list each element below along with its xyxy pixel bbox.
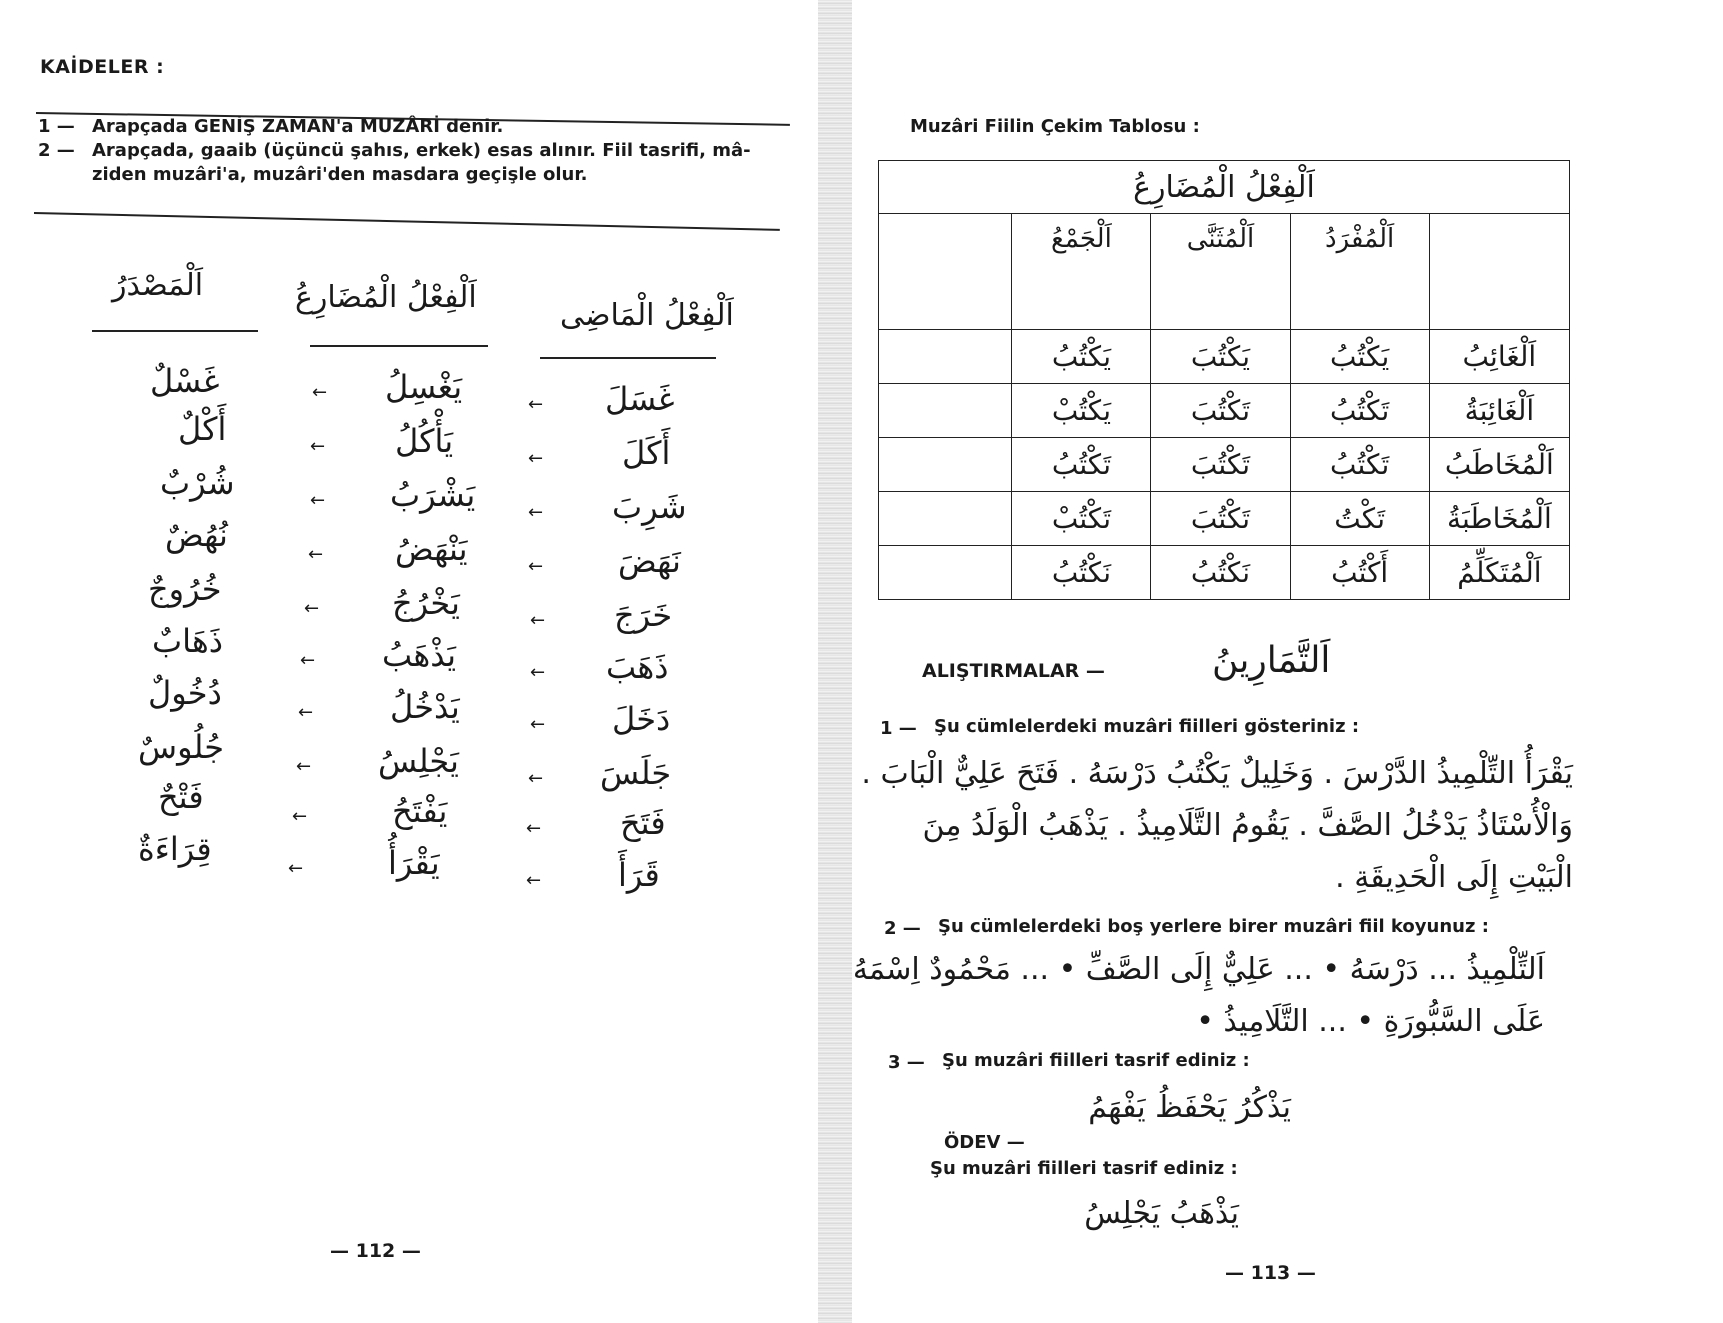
rule-text-continued: ziden muzâri'a, muzâri'den masdara geçişle olur. [92,164,588,185]
arrow-icon: ← [296,756,312,777]
verb-masdar: جُلُوسٌ [138,728,224,766]
verb-muzari: يَخْرُجُ [392,584,460,622]
conjugation-table [878,160,1570,600]
exercise-sentence: يَقْرَأُ التِّلْمِيذُ الدَّرْسَ . وَخَلِيلٌ يَكْتُبُ دَرْسَهُ . فَتَحَ عَلِيٌّ الْبَابَ . [861,756,1573,791]
table-row [879,492,1570,546]
cell-muthanna: تَكْتُبَ [1151,438,1290,492]
cell-muthanna: تَكْتُبَ [1151,384,1290,438]
cell-jam: يَكْتُبْ [1012,384,1151,438]
verb-masdar: غَسْلٌ [150,362,220,400]
verb-muzari: يَأْكُلُ [395,422,454,460]
column-header-masdar: اَلْمَصْدَرُ [112,268,204,303]
table-row [879,330,1570,384]
exercise-sentence: اَلتِّلْمِيذُ ... دَرْسَهُ • ... عَلِيٌّ إِلَى الصَّفِّ • ... مَحْمُودٌ اِسْمَهُ [852,952,1545,987]
rule-number: 1 — [38,116,75,137]
arrow-icon: ← [300,650,316,671]
book-spine [818,0,852,1323]
column-header-jam: اَلْجَمْعُ [1012,214,1151,330]
verb-muzari: يَذْهَبُ [382,636,456,674]
cell-mufrad: أَكْتُبُ [1290,546,1429,600]
arrow-icon: ← [310,436,326,457]
rule-text: Arapçada, gaaib (üçüncü şahıs, erkek) esas alınır. Fiil tasrifi, mâ- [92,140,751,161]
empty-cell [879,492,1012,546]
verb-mazi: ذَهَبَ [606,648,669,686]
arrow-icon: ← [304,598,320,619]
cell-person: اَلْمُخَاطَبَةُ [1429,492,1569,546]
verb-muzari: يَشْرَبُ [390,476,476,514]
table-row [879,438,1570,492]
page-number: — 113 — [1225,1262,1316,1284]
verb-mazi: دَخَلَ [612,700,671,738]
verb-muzari: يَجْلِسُ [378,742,459,780]
empty-cell [1429,214,1569,330]
arrow-icon: ← [308,544,324,565]
verb-masdar: فَتْحٌ [158,778,204,816]
cell-mufrad: يَكْتُبُ [1290,330,1429,384]
section-title-tamarin: اَلتَّمَارِينُ [1212,640,1331,681]
exercise-question: Şu cümlelerdeki boş yerlere birer muzâri fiil koyunuz : [938,916,1489,937]
verb-masdar: ذَهَابٌ [152,622,223,660]
cell-jam: تَكْتُبْ [1012,492,1151,546]
empty-cell [879,384,1012,438]
arrow-icon: ← [528,394,544,415]
table-header: اَلْفِعْلُ الْمُضَارِعُ [879,161,1570,214]
cell-muthanna: نَكْتُبُ [1151,546,1290,600]
cell-muthanna: تَكْتُبَ [1151,492,1290,546]
cell-mufrad: تَكْتُ [1290,492,1429,546]
arrow-icon: ← [526,818,542,839]
table-title: Muzâri Fiilin Çekim Tablosu : [910,116,1200,137]
section-title-kaideler: KAİDELER : [40,56,165,78]
arrow-icon: ← [288,858,304,879]
empty-cell [879,330,1012,384]
cell-person: اَلْغَائِبُ [1429,330,1569,384]
rule-number: 2 — [38,140,75,161]
arrow-icon: ← [530,662,546,683]
verb-masdar: خُرُوجٌ [148,570,222,608]
divider [34,212,780,231]
verb-mazi: قَرَأَ [618,856,660,894]
arrow-icon: ← [528,448,544,469]
verb-masdar: دُخُولٌ [148,674,222,712]
exercise-sentence: الْبَيْتِ إِلَى الْحَدِيقَةِ . [1335,860,1573,895]
rule-text: Arapçada GENİŞ ZAMAN'a MUZÂRİ denir. [92,116,504,137]
homework-question: Şu muzâri fiilleri tasrif ediniz : [930,1158,1238,1179]
page-number: — 112 — [330,1240,421,1262]
arrow-icon: ← [310,490,326,511]
exercise-question: Şu cümlelerdeki muzâri fiilleri gösteriniz : [934,716,1360,737]
arrow-icon: ← [298,702,314,723]
cell-mufrad: تَكْتُبُ [1290,384,1429,438]
column-header-mazi: اَلْفِعْلُ الْمَاضِى [560,298,734,333]
arrow-icon: ← [528,768,544,789]
section-title-odev: ÖDEV — [944,1132,1025,1153]
empty-cell [879,546,1012,600]
cell-person: اَلْمُخَاطَبُ [1429,438,1569,492]
cell-mufrad: تَكْتُبُ [1290,438,1429,492]
cell-person: اَلْمُتَكَلِّمُ [1429,546,1569,600]
column-underline [540,357,716,359]
exercise-sentence: عَلَى السَّبُّورَةِ • ... التَّلَامِيذُ • [1196,1004,1545,1039]
arrow-icon: ← [292,806,308,827]
table-row [879,546,1570,600]
exercise-sentence: وَالْأُسْتَاذُ يَدْخُلُ الصَّفَّ . يَقُومُ التَّلَامِيذُ . يَذْهَبُ الْوَلَدُ مِنَ [922,808,1573,843]
cell-jam: تَكْتُبُ [1012,438,1151,492]
cell-jam: نَكْتُبُ [1012,546,1151,600]
arrow-icon: ← [528,502,544,523]
verb-masdar: نُهُضٌ [165,516,228,554]
column-header-muzari: اَلْفِعْلُ الْمُضَارِعُ [295,280,477,315]
column-header-mufrad: اَلْمُفْرَدُ [1290,214,1429,330]
verb-mazi: فَتَحَ [620,804,666,842]
verb-masdar: أَكْلٌ [178,410,227,448]
verb-muzari: يَقْرَأُ [388,844,440,882]
arrow-icon: ← [530,610,546,631]
exercise-question: Şu muzâri fiilleri tasrif ediniz : [942,1050,1250,1071]
homework-verbs: يَذْهَبُ يَجْلِسُ [1084,1196,1239,1231]
left-page [0,0,820,1323]
verb-mazi: غَسَلَ [605,380,675,418]
right-page [850,0,1723,1323]
column-underline [92,330,258,332]
arrow-icon: ← [528,556,544,577]
verb-mazi: نَهَضَ [618,542,681,580]
arrow-icon: ← [526,870,542,891]
empty-cell [879,438,1012,492]
cell-person: اَلْغَائِبَةُ [1429,384,1569,438]
arrow-icon: ← [312,382,328,403]
column-header-muthanna: اَلْمُثَنَّى [1151,214,1290,330]
verb-muzari: يَدْخُلُ [390,688,460,726]
verb-muzari: يَغْسِلُ [385,368,463,406]
verb-mazi: خَرَجَ [614,596,673,634]
cell-muthanna: يَكْتُبَ [1151,330,1290,384]
section-title-alistirmalar: ALIŞTIRMALAR — [922,660,1105,682]
cell-jam: يَكْتُبُ [1012,330,1151,384]
exercise-verbs: يَذْكُرُ يَحْفَظُ يَفْهَمُ [1088,1090,1291,1125]
exercise-number: 3 — [888,1052,925,1073]
verb-masdar: شُرْبٌ [160,464,235,502]
empty-cell [879,214,1012,330]
verb-mazi: جَلَسَ [600,754,672,792]
verb-mazi: شَرِبَ [612,488,687,526]
exercise-number: 2 — [884,918,921,939]
verb-muzari: يَفْتَحُ [392,792,448,830]
column-underline [310,345,488,347]
verb-masdar: قِرَاءَةٌ [138,830,212,868]
arrow-icon: ← [530,714,546,735]
table-row [879,384,1570,438]
verb-mazi: أَكَلَ [622,434,671,472]
verb-muzari: يَنْهَضُ [395,530,468,568]
exercise-number: 1 — [880,718,917,739]
